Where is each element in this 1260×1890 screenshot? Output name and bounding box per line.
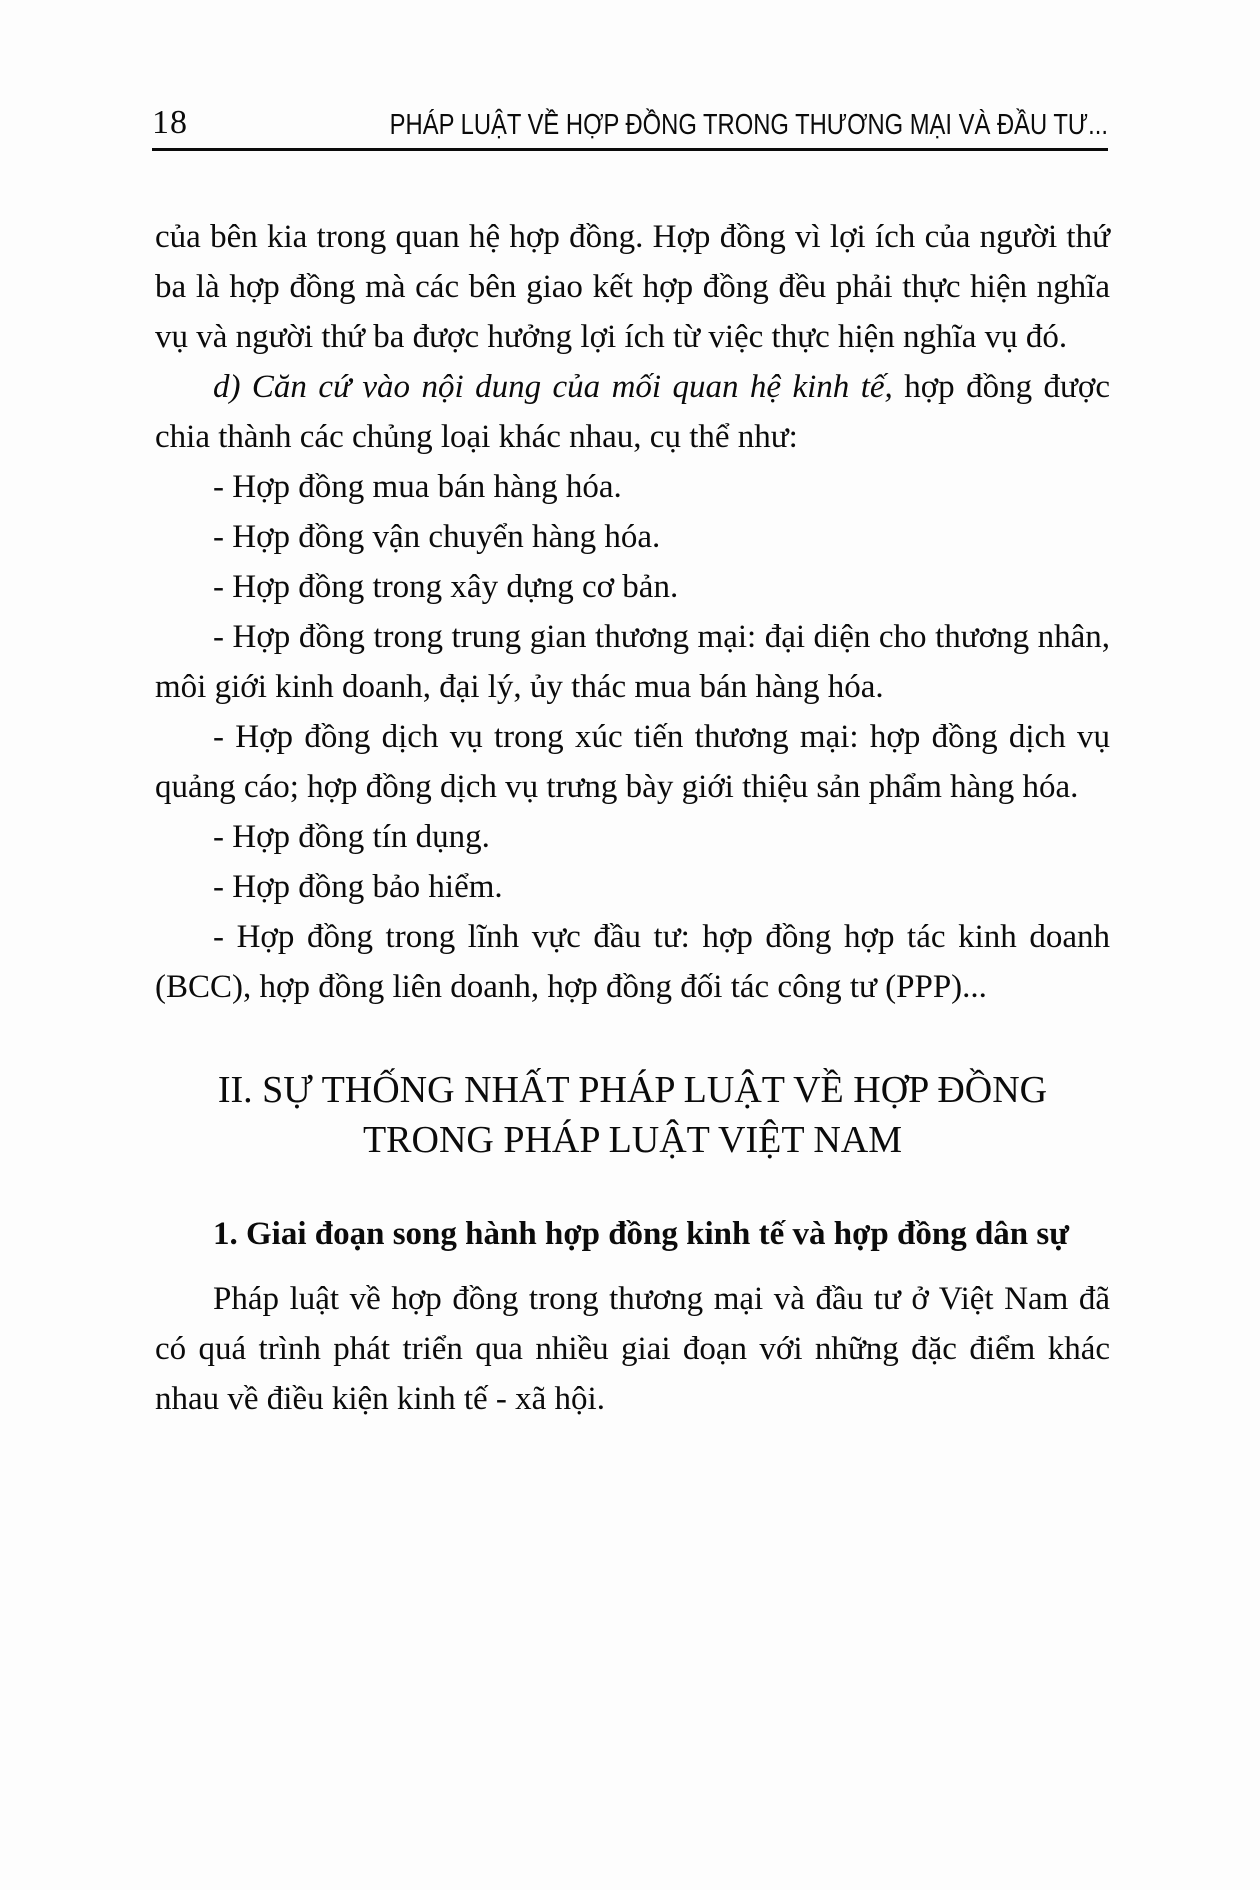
classification-criterion-italic: d) Căn cứ vào nội dung của mối quan hệ kinh tế, bbox=[213, 369, 893, 405]
paragraph-final: Pháp luật về hợp đồng trong thương mại và đầu tư ở Việt Nam đã có quá trình phát triển qua nhiều giai đoạn với những đặc điểm khác nhau về điều kiện kinh tế - xã hội. bbox=[155, 1281, 1110, 1417]
paragraph-continuation: của bên kia trong quan hệ hợp đồng. Hợp đồng vì lợi ích của người thứ ba là hợp đồng mà các bên giao kết hợp đồng đều phải thực hiện nghĩa vụ và người thứ ba được hưởng lợi ích từ việc thực hiện nghĩa vụ đó. bbox=[155, 219, 1110, 355]
contract-type-item: - Hợp đồng dịch vụ trong xúc tiến thương mại: hợp đồng dịch vụ quảng cáo; hợp đồng dịch vụ trưng bày giới thiệu sản phẩm hàng hóa. bbox=[155, 719, 1110, 805]
contract-type-item: - Hợp đồng tín dụng. bbox=[213, 819, 490, 855]
page-body bbox=[155, 212, 1110, 1424]
contract-type-item: - Hợp đồng bảo hiểm. bbox=[213, 869, 503, 905]
page-header bbox=[152, 106, 1108, 151]
paragraph-classification-intro bbox=[155, 362, 1110, 462]
contract-type-item: - Hợp đồng trong lĩnh vực đầu tư: hợp đồng hợp tác kinh doanh (BCC), hợp đồng liên doanh, hợp đồng đối tác công tư (PPP)... bbox=[155, 919, 1110, 1005]
section-heading-line-1: II. SỰ THỐNG NHẤT PHÁP LUẬT VỀ HỢP ĐỒNG bbox=[217, 1069, 1048, 1111]
page-number: 18 bbox=[152, 104, 188, 141]
classification-intro-rest: hợp đồng được chia thành các chủng loại khác nhau, cụ thể như: bbox=[155, 369, 1110, 455]
subsection-heading: 1. Giai đoạn song hành hợp đồng kinh tế và hợp đồng dân sự bbox=[213, 1216, 1070, 1252]
contract-type-item: - Hợp đồng trong xây dựng cơ bản. bbox=[213, 569, 679, 605]
running-title: PHÁP LUẬT VỀ HỢP ĐỒNG TRONG THƯƠNG MẠI VÀ ĐẦU TƯ... bbox=[389, 109, 1108, 141]
contract-type-item: - Hợp đồng mua bán hàng hóa. bbox=[213, 469, 622, 505]
section-heading-line-2: TRONG PHÁP LUẬT VIỆT NAM bbox=[362, 1119, 903, 1161]
section-heading bbox=[155, 1065, 1110, 1165]
contract-type-item: - Hợp đồng trong trung gian thương mại: đại diện cho thương nhân, môi giới kinh doanh, đại lý, ủy thác mua bán hàng hóa. bbox=[155, 619, 1110, 705]
contract-type-item: - Hợp đồng vận chuyển hàng hóa. bbox=[213, 519, 661, 555]
